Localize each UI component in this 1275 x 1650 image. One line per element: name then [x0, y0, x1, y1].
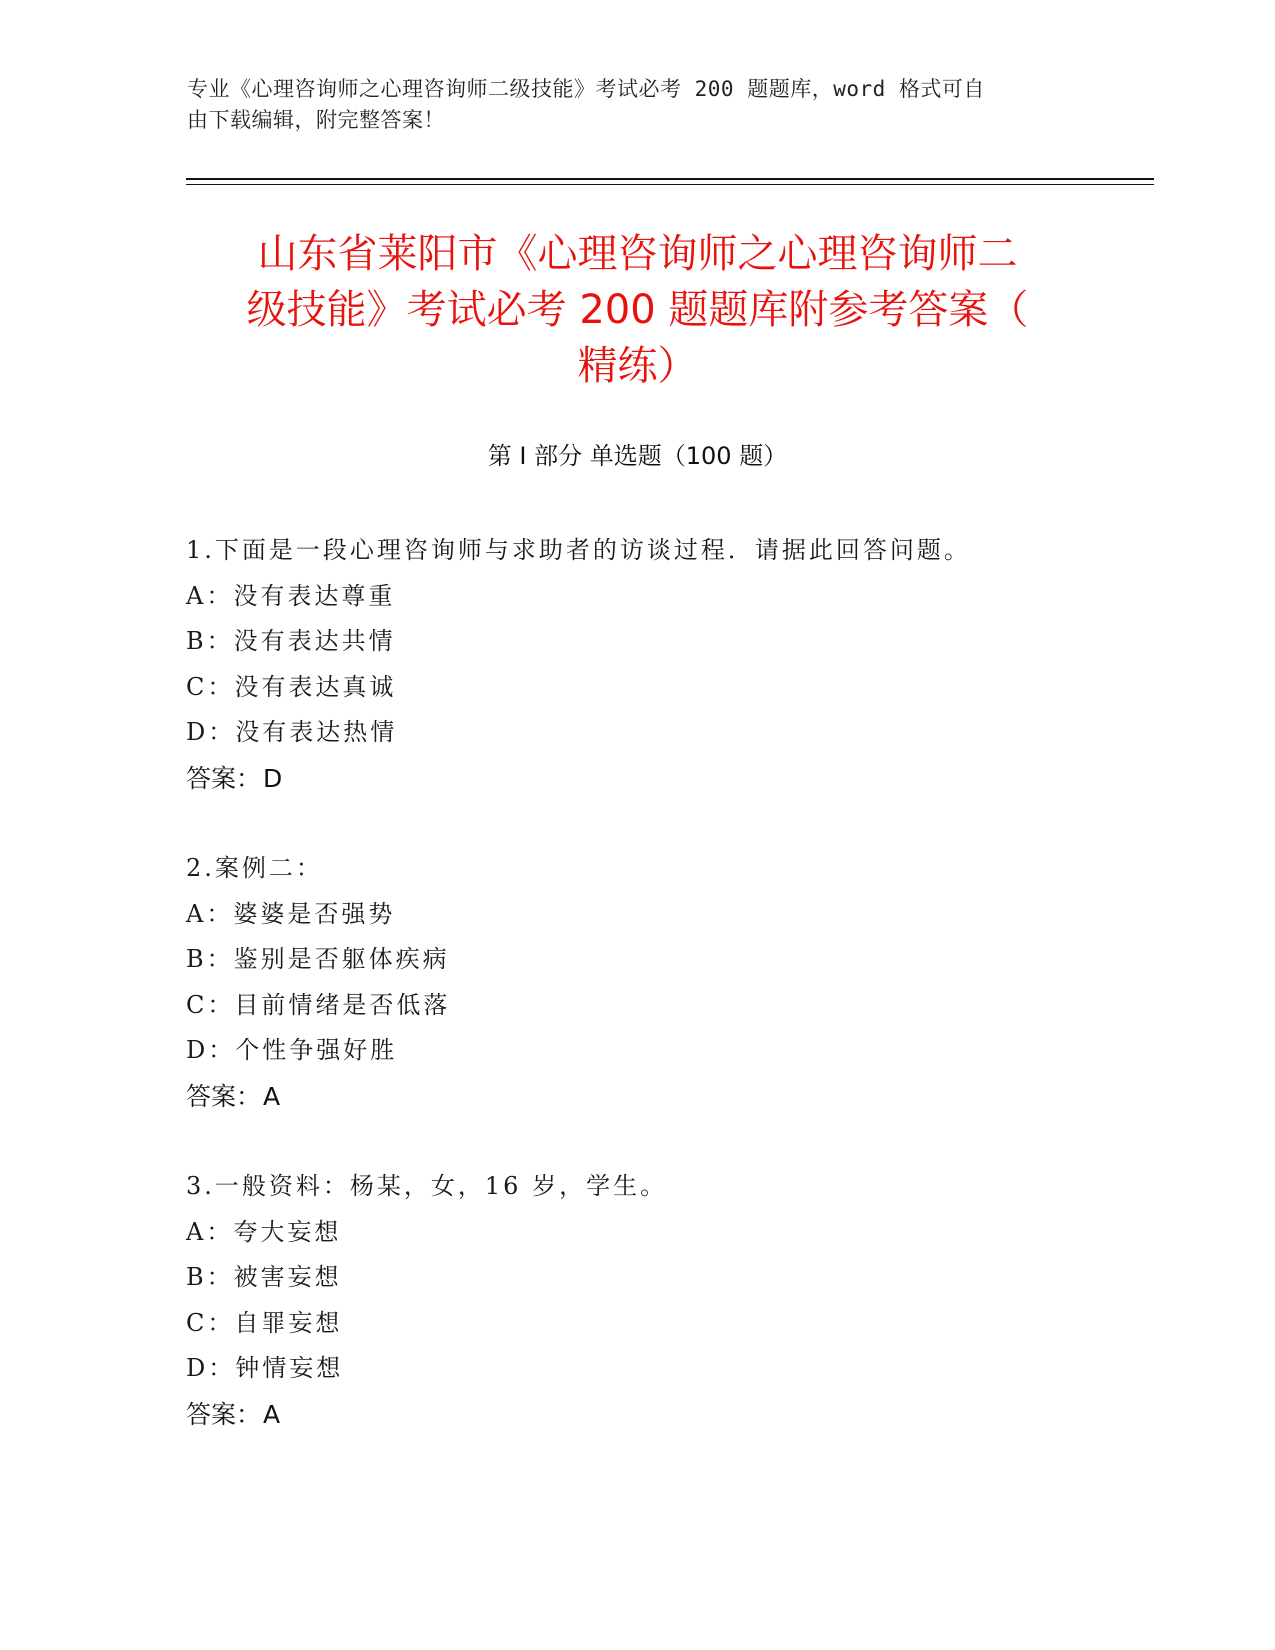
answer-line [186, 756, 1086, 802]
answer-line [186, 1074, 1086, 1120]
question-item [186, 528, 1086, 801]
answer-value: A [263, 1399, 281, 1429]
answer-label: 答案： [186, 1399, 262, 1429]
section-heading: 第 I 部分 单选题（100 题） [487, 442, 788, 470]
document-title-line-2: 级技能》考试必考 200 题题库附参考答案（ [246, 287, 1029, 333]
option-d: D：钟情妄想 [186, 1354, 344, 1382]
document-title-line-1: 山东省莱阳市《心理咨询师之心理咨询师二 [257, 231, 1018, 277]
header-divider-thin [186, 184, 1154, 185]
option-c: C：没有表达真诚 [186, 672, 397, 701]
question-item [186, 846, 1086, 1119]
document-title [190, 226, 1085, 394]
option-c: C：自罪妄想 [186, 1308, 343, 1337]
option-d: D：个性争强好胜 [186, 1036, 398, 1064]
answer-label: 答案： [186, 763, 262, 793]
option-b: B：没有表达共情 [186, 627, 396, 655]
option-a: A：婆婆是否强势 [186, 899, 396, 928]
option-d: D：没有表达热情 [186, 718, 398, 746]
option-a: A：没有表达尊重 [186, 581, 396, 610]
header-note [187, 74, 1077, 136]
header-note-line-2: 由下载编辑，附完整答案！ [187, 108, 445, 132]
question-stem: 1.下面是一段心理咨询师与求助者的访谈过程．请据此回答问题。 [186, 536, 971, 564]
option-c: C：目前情绪是否低落 [186, 990, 451, 1019]
header-note-line-1: 专业《心理咨询师之心理咨询师二级技能》考试必考 200 题题库，word 格式可自 [187, 77, 985, 101]
option-b: B：鉴别是否躯体疾病 [186, 945, 450, 973]
option-a: A：夸大妄想 [186, 1217, 342, 1246]
document-title-line-3: 精练） [577, 343, 698, 389]
header-divider-thick [186, 178, 1154, 180]
answer-line [186, 1392, 1086, 1438]
question-item [186, 1164, 1086, 1437]
answer-label: 答案： [186, 1081, 262, 1111]
option-b: B：被害妄想 [186, 1263, 342, 1291]
answer-value: D [263, 763, 283, 793]
answer-value: A [263, 1081, 281, 1111]
question-stem: 2.案例二： [186, 854, 323, 882]
question-list [186, 528, 1086, 1482]
question-stem: 3.一般资料：杨某，女，16 岁，学生。 [186, 1172, 668, 1200]
